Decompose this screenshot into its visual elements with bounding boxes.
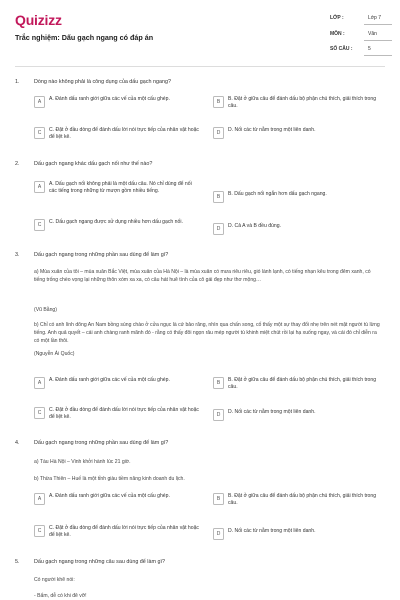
option-text: A. Dấu gạch nối không phải là một dấu câu. Nó chỉ dùng để nối các tiếng trong những từ mượn gồm nhiều tiếng. [49, 181, 192, 194]
passage-line: Có người khẽ nói: [34, 577, 75, 583]
option-text: D. Nối các từ nằm trong một liên danh. [228, 127, 316, 133]
option-letter-box[interactable]: A [34, 493, 45, 505]
option-text: C. Dấu gạch ngang được sử dụng nhiều hơn dấu gạch nối. [49, 219, 183, 225]
meta-divider [364, 24, 392, 25]
option-text: C. Đặt ở đầu dòng để đánh dấu lời nói trực tiếp của nhân vật hoặc để liệt kê. [49, 407, 199, 420]
passage-a: a) Tàu Hà Nội – Vinh khởi hành lúc 21 giờ. [34, 459, 131, 465]
meta-grade-label: LỚP : [330, 15, 344, 21]
option-text: A. Đánh dấu ranh giới giữa các vế của một cấu ghép. [49, 493, 170, 499]
option-letter-box[interactable]: D [213, 409, 224, 421]
question-number: 4. [15, 440, 20, 446]
meta-divider [364, 55, 392, 56]
option-letter-box[interactable]: B [213, 96, 224, 108]
option-letter-box[interactable]: B [213, 191, 224, 203]
meta-subject-value: Văn [368, 30, 377, 37]
question-number: 2. [15, 161, 20, 167]
option-letter-box[interactable]: C [34, 407, 45, 419]
option-text: A. Đánh dấu ranh giới giữa các vế của một cấu ghép. [49, 96, 170, 102]
option-text: D. Cả A và B đều đúng. [228, 223, 281, 229]
passage-line: - Bẩm, dễ có khi đê vỡ! [34, 593, 87, 599]
question-text: Dòng nào không phải là công dụng của dấu gạch ngang? [34, 79, 171, 85]
option-letter-box[interactable]: C [34, 219, 45, 231]
option-letter-box[interactable]: D [213, 223, 224, 235]
question-number: 3. [15, 252, 20, 258]
meta-count-label: SỐ CÂU : [330, 46, 353, 52]
meta-count [330, 44, 392, 60]
question-number: 5. [15, 559, 20, 565]
passage-b: b) Chỉ có anh lính dõng An Nam bồng súng chào ở cửa ngục là cứ bảo răng, nhìn qua chấn song, cố thấy một sự thay đổi nhẹ trên nét mặt người tù lừng tiếng. Anh quả quyết – cái anh chàng ranh mãnh đó - rằng có thấy đôi ngọn râu mép người tù khinh miệt chút rồi lại hạ xuống ngay, và cái đó chỉ diễn ra có một lần thôi. [34, 322, 380, 345]
passage-a: a) Mùa xuân của tôi – mùa xuân Bắc Việt, mùa xuân của Hà Nội – là mùa xuân có mưa riêu riêu, gió lành lạnh, có tiếng nhạn kêu trong đêm xanh, có tiếng trống chèo vọng lại những thôn xóm xa xa, có câu hát huê tình của cô gái đẹp như thơ mộng… [34, 269, 371, 284]
question-text: Dấu gạch ngang trong những câu sau dùng để làm gì? [34, 559, 165, 565]
passage-source: (Vũ Bằng) [34, 307, 57, 313]
option-letter-box[interactable]: B [213, 493, 224, 505]
question-text: Dấu gạch ngang khác dấu gạch nối như thế nào? [34, 161, 153, 167]
meta-count-value: 5 [368, 46, 371, 52]
header-divider [15, 66, 385, 67]
option-text: C. Đặt ở đầu dòng để đánh dấu lời nói trực tiếp của nhân vật hoặc để liệt kê. [49, 525, 199, 538]
option-letter-box[interactable]: D [213, 528, 224, 540]
option-text: D. Nối các từ nằm trong một liên danh. [228, 409, 316, 415]
option-letter-box[interactable]: A [34, 96, 45, 108]
option-letter-box[interactable]: C [34, 127, 45, 139]
question-number: 1. [15, 79, 20, 85]
worksheet-meta [330, 13, 392, 60]
option-letter-box[interactable]: A [34, 377, 45, 389]
meta-subject-label: MÔN : [330, 30, 345, 37]
meta-grade-value: Lớp 7 [368, 15, 382, 21]
meta-subject [330, 29, 392, 45]
question-text: Dấu gạch ngang trong những phần sau dùng để làm gì? [34, 252, 169, 258]
option-text: A. Đánh dấu ranh giới giữa các vế của một cấu ghép. [49, 377, 170, 383]
quizizz-logo[interactable]: Quizizz [15, 12, 62, 28]
passage-source: (Nguyễn Ái Quốc) [34, 351, 75, 357]
option-letter-box[interactable]: C [34, 525, 45, 537]
worksheet-title: Trắc nghiệm: Dấu gạch ngang có đáp án [15, 33, 154, 42]
worksheet-header [0, 0, 400, 66]
option-letter-box[interactable]: D [213, 127, 224, 139]
passage-b: b) Thừa Thiên – Huế là một tỉnh giàu tiềm năng kinh doanh du lịch. [34, 476, 185, 482]
option-text: D. Nối các từ nằm trong một liên danh. [228, 528, 316, 534]
option-letter-box[interactable]: B [213, 377, 224, 389]
option-text: C. Đặt ở đầu dòng để đánh dấu lời nói trực tiếp của nhân vật hoặc để liệt kê. [49, 127, 199, 140]
meta-divider [364, 40, 392, 41]
option-text: B. Đặt ở giữa câu để đánh dấu bộ phận chú thích, giải thích trong câu. [228, 493, 377, 506]
option-letter-box[interactable]: A [34, 181, 45, 193]
option-text: B. Đặt ở giữa câu để đánh dấu bộ phận chú thích, giải thích trong câu. [228, 377, 377, 390]
question-text: Dấu gạch ngang trong những phần sau dùng để làm gì? [34, 440, 169, 446]
option-text: B. Đặt ở giữa câu để đánh dấu bộ phận chú thích, giải thích trong câu. [228, 96, 377, 109]
meta-grade [330, 13, 392, 29]
option-text: B. Dấu gạch nối ngắn hơn dấu gạch ngang. [228, 191, 327, 197]
